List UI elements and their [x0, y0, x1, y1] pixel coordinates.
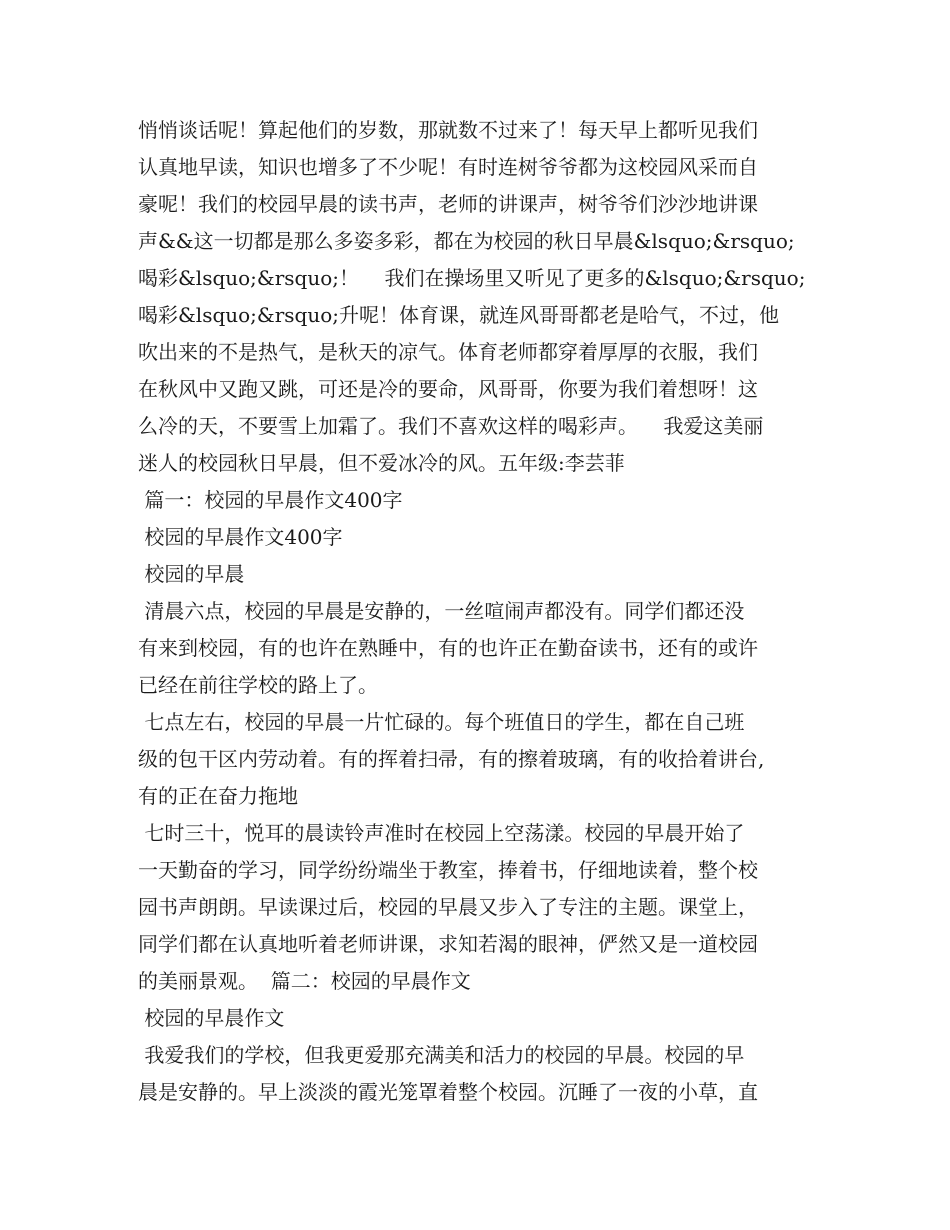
essay-title: 校园的早晨作文: [138, 1006, 285, 1030]
text-line: 同学们都在认真地听着老师讲课，求知若渴的眼神，俨然又是一道校园: [138, 932, 758, 956]
text-line: 豪呢！我们的校园早晨的读书声，老师的讲课声，树爷爷们沙沙地讲课: [138, 192, 758, 216]
text-line: 喝彩&lsquo;&rsquo;！ 我们在操场里又听见了更多的&lsquo;&rsquo;: [138, 266, 806, 290]
text-line: 已经在前往学校的路上了。: [138, 673, 378, 697]
text-line: 迷人的校园秋日早晨，但不爱冰冷的风。五年级:李芸菲: [138, 451, 625, 475]
text-line: 有的正在奋力拖地: [138, 784, 298, 808]
text-line: 有来到校园，有的也许在熟睡中，有的也许正在勤奋读书，还有的或许: [138, 636, 758, 660]
text-line: 我爱我们的学校，但我更爱那充满美和活力的校园的早晨。校园的早: [138, 1043, 745, 1067]
text-line: 么冷的天，不要雪上加霜了。我们不喜欢这样的喝彩声。 我爱这美丽: [138, 414, 764, 438]
text-line: 认真地早读，知识也增多了不少呢！有时连树爷爷都为这校园风采而自: [138, 155, 758, 179]
text-line: 在秋风中又跑又跳，可还是冷的要命，风哥哥，你要为我们着想呀！这: [138, 377, 758, 401]
text-line: 的美丽景观。 篇二：校园的早晨作文: [138, 969, 471, 993]
text-line: 吹出来的不是热气，是秋天的凉气。体育老师都穿着厚厚的衣服，我们: [138, 340, 758, 364]
text-line: 七点左右，校园的早晨一片忙碌的。每个班值日的学生，都在自己班: [138, 710, 745, 734]
text-line: 清晨六点，校园的早晨是安静的，一丝喧闹声都没有。同学们都还没: [138, 599, 745, 623]
section-heading: 篇一：校园的早晨作文400字: [138, 488, 403, 512]
document-body: [138, 112, 838, 1111]
text-line: 喝彩&lsquo;&rsquo;升呢！体育课，就连风哥哥都老是哈气，不过，他: [138, 303, 780, 327]
essay-subtitle: 校园的早晨: [138, 562, 245, 586]
text-line: 悄悄谈话呢！算起他们的岁数，那就数不过来了！每天早上都听见我们: [138, 118, 758, 142]
text-line: 级的包干区内劳动着。有的挥着扫帚，有的擦着玻璃，有的收拾着讲台,: [138, 747, 765, 771]
text-line: 晨是安静的。早上淡淡的霞光笼罩着整个校园。沉睡了一夜的小草，直: [138, 1080, 758, 1104]
text-line: 声&&这一切都是那么多姿多彩，都在为校园的秋日早晨&lsquo;&rsquo;: [138, 229, 795, 253]
text-line: 一天勤奋的学习，同学纷纷端坐于教室，捧着书，仔细地读着，整个校: [138, 858, 758, 882]
essay-title: 校园的早晨作文400字: [138, 525, 343, 549]
text-line: 园书声朗朗。早读课过后，校园的早晨又步入了专注的主题。课堂上，: [138, 895, 758, 919]
text-line: 七时三十，悦耳的晨读铃声准时在校园上空荡漾。校园的早晨开始了: [138, 821, 745, 845]
